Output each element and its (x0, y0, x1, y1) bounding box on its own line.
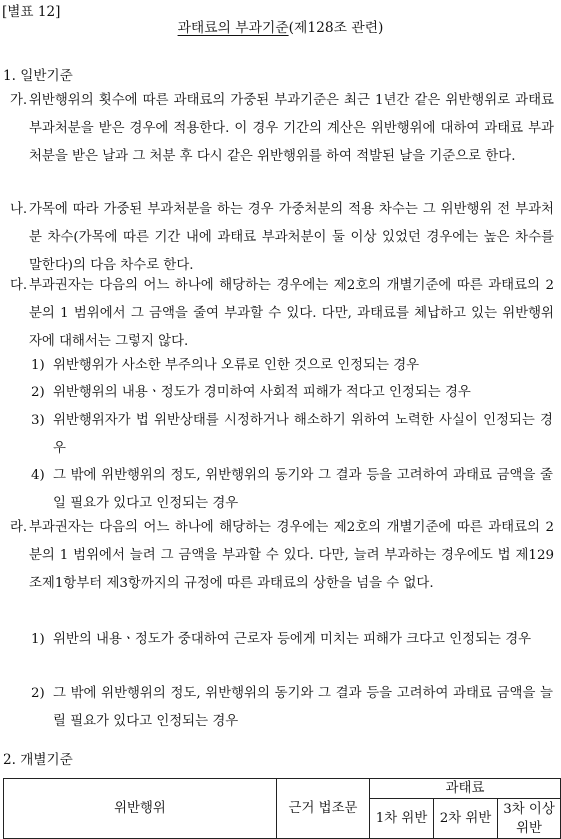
subclause-da-1 (31, 352, 553, 380)
subclause-da-2 (31, 379, 553, 407)
subclause-ra-2 (31, 680, 553, 736)
subclause-da-4 (31, 462, 553, 518)
header-first-violation: 1차 위반 (370, 799, 434, 839)
subclause-text: 위반행위자가 법 위반상태를 시정하거나 해소하기 위하여 노력한 사실이 인정되는 경우 (53, 413, 553, 456)
clause-na (10, 196, 554, 279)
title-main: 과태료의 부과기준 (177, 20, 289, 36)
document-title (0, 16, 561, 36)
clause-text: 부과권자는 다음의 어느 하나에 해당하는 경우에는 제2호의 개별기준에 따른 과태료의 2분의 1 범위에서 늘려 그 금액을 부과할 수 있다. 다만, 늘려 부과하는 경우에도 법 제129조제1항부터 제3항까지의 규정에 따른 과태료의 상한을 넘을 수 없다. (29, 520, 554, 591)
subclause-da-3 (31, 407, 553, 463)
section-1-heading: 1. 일반기준 (3, 68, 73, 84)
subclause-text: 그 밖에 위반행위의 정도, 위반행위의 동기와 그 결과 등을 고려하여 과태료 금액을 늘릴 필요가 있다고 인정되는 경우 (53, 686, 553, 729)
clause-ga (10, 87, 554, 170)
section-2-heading: 2. 개별기준 (3, 752, 73, 768)
subclause-text: 위반행위의 내용ㆍ정도가 경미하여 사회적 피해가 적다고 인정되는 경우 (53, 385, 471, 400)
subclause-text: 그 밖에 위반행위의 정도, 위반행위의 동기와 그 결과 등을 고려하여 과태료 금액을 줄일 필요가 있다고 인정되는 경우 (53, 468, 553, 511)
header-third-violation: 3차 이상 위반 (498, 799, 561, 839)
subclause-label: 1) (31, 358, 45, 373)
subclause-label: 1) (31, 632, 45, 647)
subclause-label: 3) (31, 413, 45, 428)
annex-label: [별표 12] (2, 4, 61, 20)
subclause-label: 4) (31, 468, 45, 483)
title-note: (제128조 관련) (288, 20, 384, 36)
header-violation: 위반행위 (4, 779, 277, 839)
subclause-text: 위반행위가 사소한 부주의나 오류로 인한 것으로 인정되는 경우 (53, 358, 420, 373)
header-fine: 과태료 (370, 779, 561, 799)
clause-label: 라. (10, 520, 28, 535)
clause-da (10, 272, 554, 355)
subclause-ra-1 (31, 626, 553, 654)
subclause-text: 위반의 내용ㆍ정도가 중대하여 근로자 등에게 미치는 피해가 크다고 인정되는 경우 (53, 632, 532, 647)
clause-ra (10, 514, 554, 597)
clause-text: 부과권자는 다음의 어느 하나에 해당하는 경우에는 제2호의 개별기준에 따른 과태료의 2분의 1 범위에서 그 금액을 줄여 부과할 수 있다. 다만, 과태료를 체납하고 있는 위반행위자에 대해서는 그렇지 않다. (29, 278, 554, 349)
header-legal-basis: 근거 법조문 (277, 779, 370, 839)
subclause-label: 2) (31, 686, 45, 701)
subclause-label: 2) (31, 385, 45, 400)
clause-text: 가목에 따라 가중된 부과처분을 하는 경우 가중처분의 적용 차수는 그 위반행위 전 부과처분 차수(가목에 따른 기간 내에 과태료 부과처분이 둘 이상 있었던 경우에는 높은 차수를 말한다)의 다음 차수로 한다. (29, 202, 554, 273)
clause-label: 가. (10, 93, 28, 108)
clause-text: 위반행위의 횟수에 따른 과태료의 가중된 부과기준은 최근 1년간 같은 위반행위로 과태료 부과처분을 받은 경우에 적용한다. 이 경우 기간의 계산은 위반행위에 대하여 과태료 부과처분을 받은 날과 그 처분 후 다시 같은 위반행위를 하여 적발된 날을 기준으로 한다. (29, 93, 554, 164)
individual-criteria-table (3, 778, 561, 839)
clause-label: 나. (10, 202, 28, 217)
header-second-violation: 2차 위반 (434, 799, 498, 839)
clause-label: 다. (10, 278, 28, 293)
